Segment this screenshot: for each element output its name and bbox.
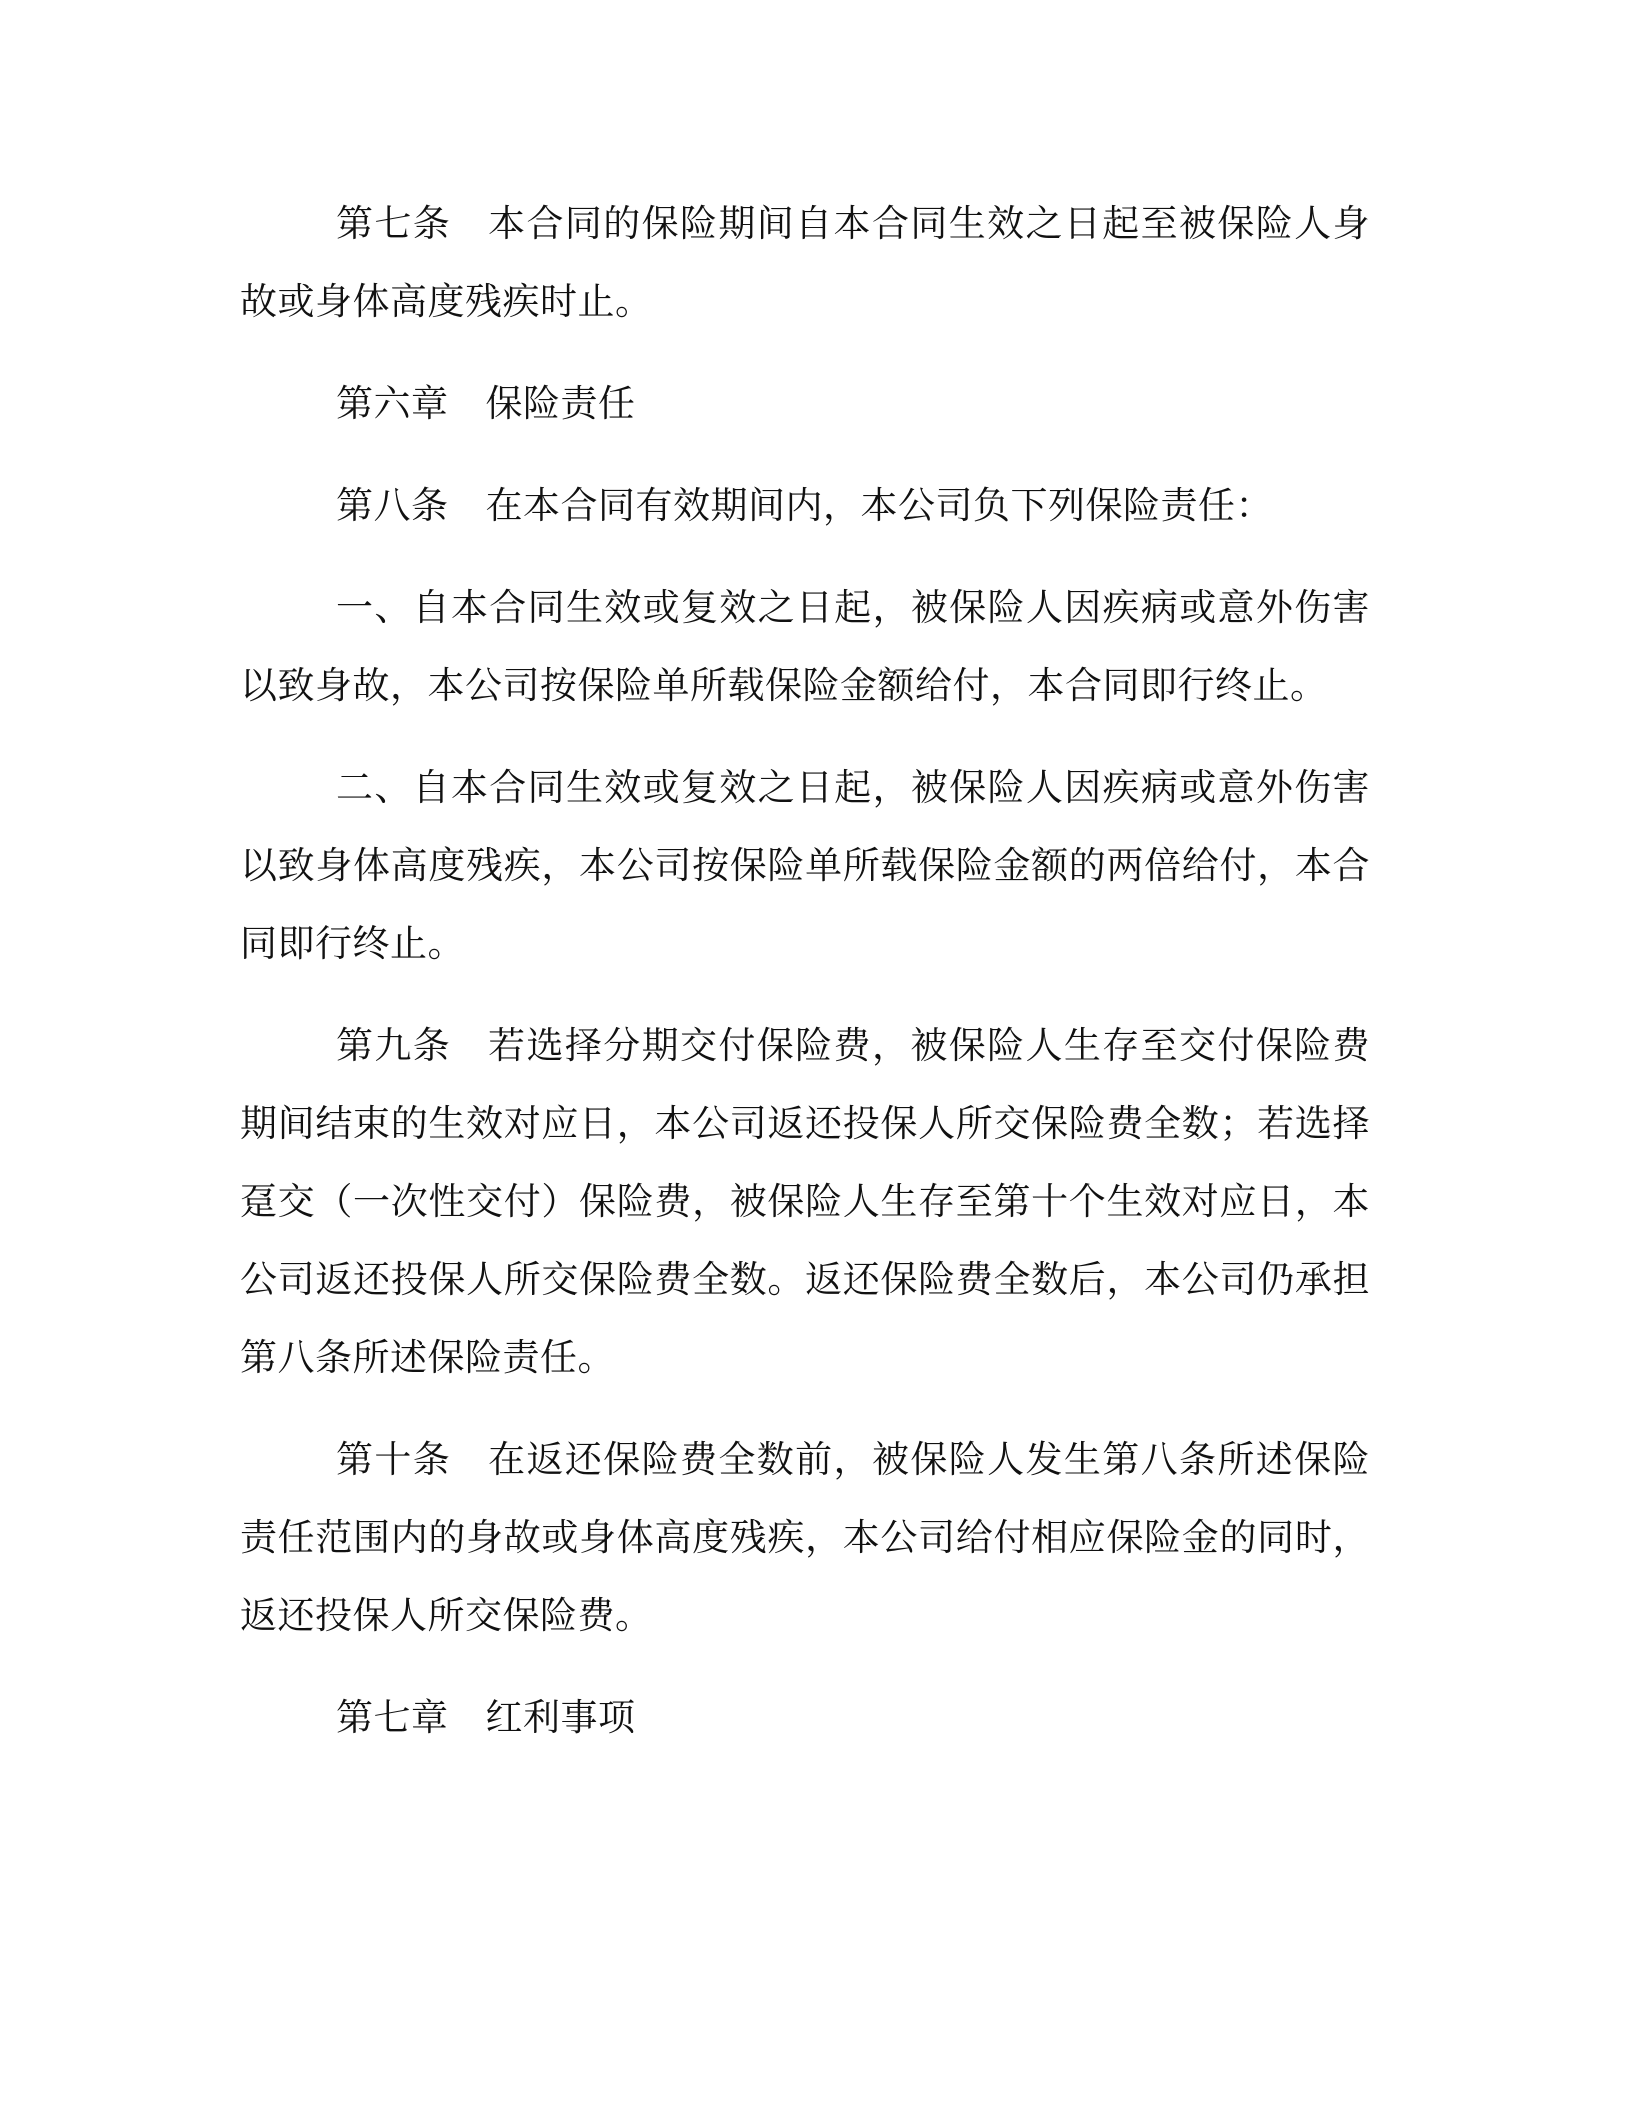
article-8-text: 在本合同有效期间内，本公司负下列保险责任： — [485, 484, 1273, 527]
article-8 — [240, 467, 1370, 545]
item-2-text: 二、自本合同生效或复效之日起，被保险人因疾病或意外伤害以致身体高度残疾，本公司按保险单所载保险金额的两倍给付，本合同即行终止。 — [240, 766, 1370, 965]
article-10-label: 第十条 — [336, 1438, 452, 1481]
article-8-label: 第八条 — [336, 484, 449, 527]
item-1-text: 一、自本合同生效或复效之日起，被保险人因疾病或意外伤害以致身故，本公司按保险单所载保险金额给付，本合同即行终止。 — [240, 586, 1370, 707]
article-9 — [240, 1007, 1370, 1397]
chapter-6-heading — [240, 365, 1370, 443]
chapter-7-label: 第七章 — [336, 1696, 449, 1739]
article-8-item-2 — [240, 749, 1370, 983]
article-8-item-1 — [240, 569, 1370, 725]
article-9-label: 第九条 — [336, 1024, 452, 1067]
article-10 — [240, 1421, 1370, 1655]
article-10-text: 在返还保险费全数前，被保险人发生第八条所述保险责任范围内的身故或身体高度残疾，本公司给付相应保险金的同时，返还投保人所交保险费。 — [240, 1438, 1370, 1637]
chapter-6-label: 第六章 — [336, 382, 449, 425]
chapter-7-heading — [240, 1679, 1370, 1757]
article-7-text: 本合同的保险期间自本合同生效之日起至被保险人身故或身体高度残疾时止。 — [240, 202, 1370, 323]
document-body — [240, 185, 1370, 1781]
article-9-text: 若选择分期交付保险费，被保险人生存至交付保险费期间结束的生效对应日，本公司返还投保人所交保险费全数；若选择趸交（一次性交付）保险费，被保险人生存至第十个生效对应日，本公司返还投保人所交保险费全数。返还保险费全数后，本公司仍承担第八条所述保险责任。 — [240, 1024, 1370, 1379]
article-7 — [240, 185, 1370, 341]
article-7-label: 第七条 — [336, 202, 452, 245]
chapter-6-title: 保险责任 — [485, 382, 636, 425]
chapter-7-title: 红利事项 — [485, 1696, 636, 1739]
